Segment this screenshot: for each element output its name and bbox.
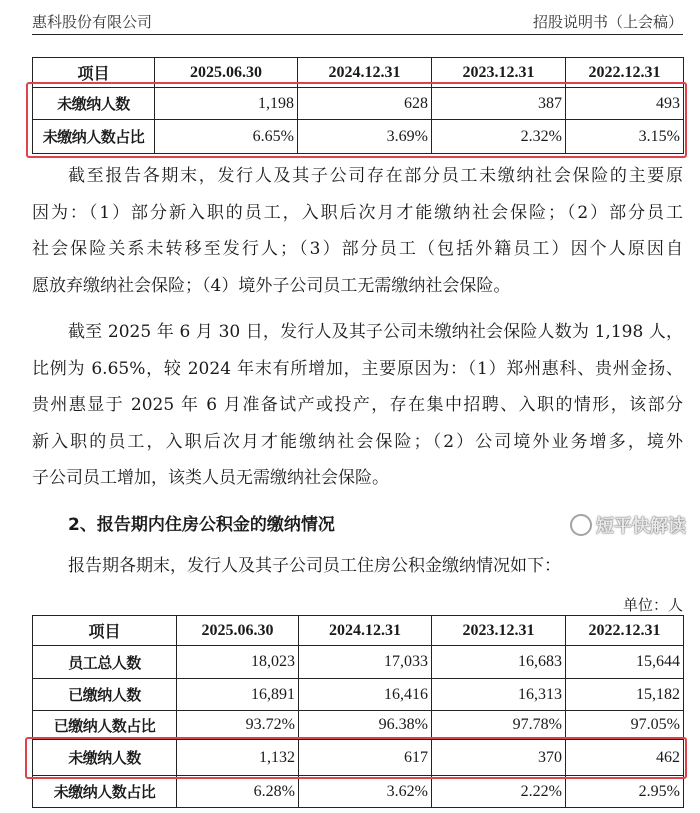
cell: 18,023 (177, 646, 299, 679)
cell: 628 (298, 88, 432, 120)
column-header: 2024.12.31 (298, 58, 432, 88)
row-label: 未缴纳人数占比 (33, 120, 155, 154)
cell: 16,891 (177, 679, 299, 711)
text-line: 截至报告各期末，发行人及其子公司存在部分员工未缴纳社会保险的主要原 (68, 166, 683, 186)
row-label: 员工总人数 (33, 646, 177, 679)
cell: 1,198 (155, 88, 298, 120)
column-header: 2024.12.31 (299, 616, 432, 646)
cell: 1,132 (177, 740, 299, 776)
column-header: 2025.06.30 (155, 58, 298, 88)
section-heading: 2、报告期内住房公积金的缴纳情况 (68, 515, 335, 535)
cell: 370 (432, 740, 566, 776)
cell: 3.62% (299, 776, 432, 808)
cell: 16,683 (432, 646, 566, 679)
column-header: 项目 (33, 58, 155, 88)
cell: 93.72% (177, 711, 299, 740)
text-line: 新入职的员工，入职后次月才能缴纳社会保险；（2）公司境外业务增多，境外 (32, 431, 683, 452)
row-label: 未缴纳人数 (33, 88, 155, 120)
cell: 17,033 (299, 646, 432, 679)
column-header: 2023.12.31 (432, 58, 566, 88)
cell: 6.28% (177, 776, 299, 808)
cell: 3.15% (566, 120, 684, 154)
table-row (33, 711, 684, 740)
row-label: 未缴纳人数占比 (33, 776, 177, 808)
text-line: 社会保险关系未转移至发行人；（3）部分员工（包括外籍员工）因个人原因自 (32, 239, 683, 259)
paragraph-reasons (32, 158, 683, 304)
row-label: 已缴纳人数 (33, 679, 177, 711)
table-row (33, 679, 684, 711)
cell: 493 (566, 88, 684, 120)
unit-label: 单位：人 (622, 596, 683, 614)
cell: 462 (566, 740, 684, 776)
column-header: 2022.12.31 (566, 58, 684, 88)
cell: 97.05% (566, 711, 684, 740)
cell: 96.38% (299, 711, 432, 740)
column-header: 项目 (33, 616, 177, 646)
housing-fund-table (32, 615, 684, 808)
column-header: 2022.12.31 (566, 616, 684, 646)
cell: 617 (299, 740, 432, 776)
page-header (32, 8, 683, 35)
cell: 16,313 (432, 679, 566, 711)
weibo-logo-icon (570, 514, 592, 536)
cell: 6.65% (155, 120, 298, 154)
document-title: 招股说明书（上会稿） (532, 13, 683, 31)
watermark-text: 短平快解读 (596, 516, 686, 537)
cell: 16,416 (299, 679, 432, 711)
cell: 387 (432, 88, 566, 120)
highlight-box (26, 82, 687, 158)
column-header: 2023.12.31 (432, 616, 566, 646)
text-line: 报告期各期末，发行人及其子公司员工住房公积金缴纳情况如下： (68, 556, 561, 576)
cell: 3.69% (298, 120, 432, 154)
text-line: 子公司员工增加，该类人员无需缴纳社会保险。 (32, 468, 389, 488)
highlight-box (25, 737, 687, 779)
text-line: 截至 2025 年 6 月 30 日，发行人及其子公司未缴纳社会保险人数为 1,198 人， (68, 322, 683, 342)
cell: 2.22% (432, 776, 566, 808)
table-row (33, 776, 684, 808)
text-line: 因为：（1）部分新入职的员工，入职后次月才能缴纳社会保险；（2）部分员工 (32, 202, 683, 223)
text-line: 贵州惠显于 2025 年 6 月准备试产或投产，存在集中招聘、入职的情形，该部分 (32, 395, 683, 415)
watermark (570, 512, 686, 538)
table-header-row (33, 616, 684, 646)
company-name: 惠科股份有限公司 (32, 13, 153, 31)
row-label: 已缴纳人数占比 (33, 711, 177, 740)
cell: 2.32% (432, 120, 566, 154)
paragraph-housing-fund (32, 548, 683, 585)
text-line: 比例为 6.65%，较 2024 年末有所增加，主要原因为：（1）郑州惠科、贵州金扬、 (32, 358, 683, 379)
table-row (33, 646, 684, 679)
cell: 15,182 (566, 679, 684, 711)
row-label: 未缴纳人数 (33, 740, 177, 776)
text-line: 愿放弃缴纳社会保险；（4）境外子公司员工无需缴纳社会保险。 (32, 275, 511, 296)
cell: 15,644 (566, 646, 684, 679)
cell: 97.78% (432, 711, 566, 740)
column-header: 2025.06.30 (177, 616, 299, 646)
cell: 2.95% (566, 776, 684, 808)
paragraph-increase (32, 314, 683, 497)
